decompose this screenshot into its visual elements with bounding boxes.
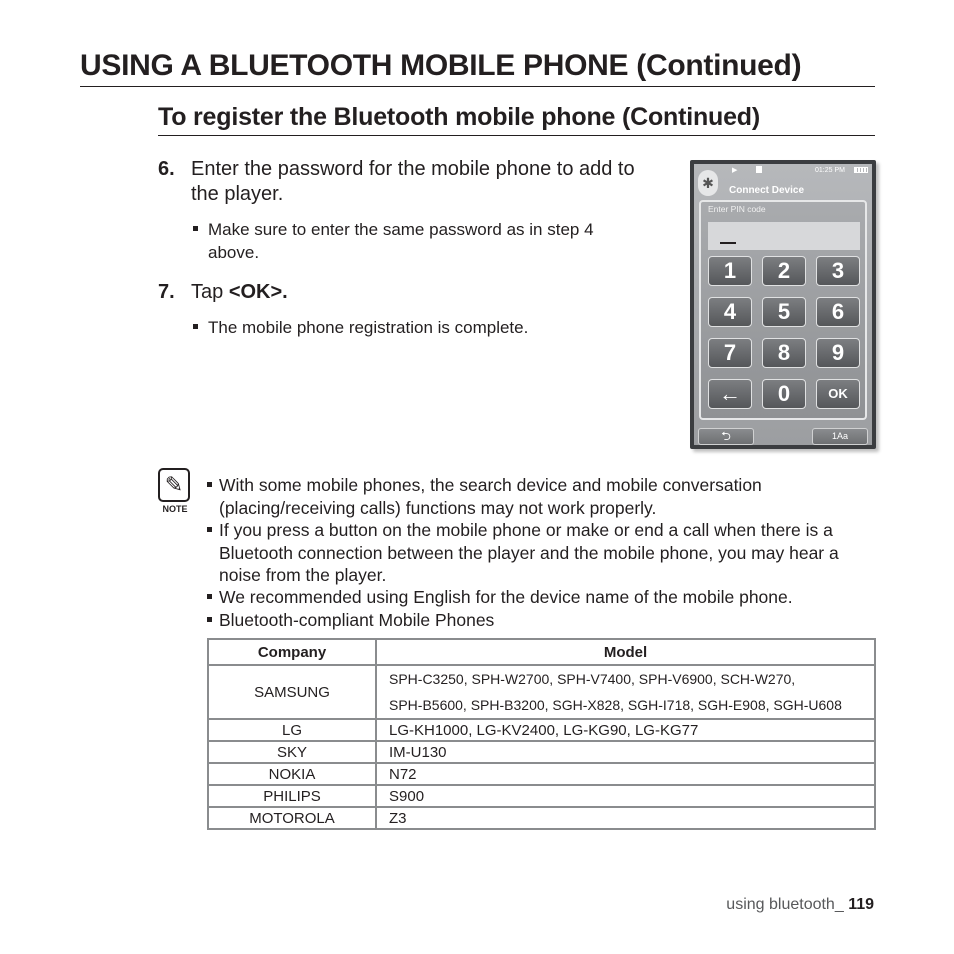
note-bullet-1-text: With some mobile phones, the search device and mobile conversation (placing/receiving calls) functions may not work properly.	[219, 475, 762, 518]
key-5[interactable]: 5	[762, 297, 806, 327]
company-cell: MOTOROLA	[208, 807, 376, 829]
pin-cursor	[720, 242, 736, 244]
key-6[interactable]: 6	[816, 297, 860, 327]
note-bullet-1	[207, 474, 877, 519]
device-screenshot	[690, 160, 876, 449]
step-7-bullet	[193, 316, 643, 339]
company-cell: SAMSUNG	[208, 665, 376, 719]
note-bullet-3	[207, 586, 877, 609]
table-row	[208, 741, 875, 763]
screen-title: Connect Device	[729, 185, 805, 196]
company-cell: PHILIPS	[208, 785, 376, 807]
model-cell: Z3	[376, 807, 875, 829]
key-7[interactable]: 7	[708, 338, 752, 368]
status-bar	[694, 164, 872, 178]
step-7-text-ok: <OK>.	[228, 281, 288, 303]
step-7-text	[191, 280, 641, 305]
table-row	[208, 665, 875, 719]
key-4[interactable]: 4	[708, 297, 752, 327]
step-6-bullet	[193, 218, 643, 264]
play-icon: ▶	[732, 167, 738, 174]
note-icon: ✎	[158, 468, 190, 502]
section-title: To register the Bluetooth mobile phone (Continued)	[158, 103, 760, 131]
bullet-marker	[207, 617, 212, 622]
ok-button[interactable]: OK	[816, 379, 860, 409]
column-header-company: Company	[208, 639, 376, 665]
column-header-model: Model	[376, 639, 875, 665]
key-3[interactable]: 3	[816, 256, 860, 286]
step-7-bullet-text: The mobile phone registration is complete.	[208, 318, 529, 337]
title-divider	[80, 86, 875, 87]
model-cell: LG-KH1000, LG-KV2400, LG-KG90, LG-KG77	[376, 719, 875, 741]
bullet-marker	[207, 594, 212, 599]
model-cell: IM-U130	[376, 741, 875, 763]
battery-icon	[854, 167, 868, 173]
key-9[interactable]: 9	[816, 338, 860, 368]
page-number: 119	[848, 896, 874, 913]
table-row	[208, 807, 875, 829]
key-0[interactable]: 0	[762, 379, 806, 409]
note-bullet-4-text: Bluetooth-compliant Mobile Phones	[219, 610, 495, 630]
model-line: SPH-B5600, SPH-B3200, SGH-X828, SGH-I718, SGH-E908, SGH-U608	[389, 697, 842, 713]
device-screen	[694, 164, 872, 445]
step-7-text-prefix: Tap	[191, 281, 229, 303]
note-label: NOTE	[162, 504, 188, 514]
step-7-number: 7.	[158, 281, 175, 303]
table-row	[208, 719, 875, 741]
bullet-marker	[193, 324, 198, 329]
footer-section: using bluetooth_	[726, 896, 844, 913]
table-row	[208, 785, 875, 807]
bluetooth-status-icon	[756, 166, 762, 173]
back-button[interactable]: ⮌	[698, 428, 754, 445]
note-bullet-3-text: We recommended using English for the device name of the mobile phone.	[219, 587, 793, 607]
company-cell: NOKIA	[208, 763, 376, 785]
clock-text: 01:25 PM	[815, 167, 845, 174]
model-cell: S900	[376, 785, 875, 807]
step-6-text: Enter the password for the mobile phone to add to the player.	[191, 158, 635, 205]
compliant-phones-table	[207, 638, 876, 830]
company-cell: LG	[208, 719, 376, 741]
pin-label: Enter PIN code	[708, 204, 766, 214]
note-bullet-4	[207, 609, 877, 632]
company-cell: SKY	[208, 741, 376, 763]
model-cell	[376, 665, 875, 719]
model-cell: N72	[376, 763, 875, 785]
table-row	[208, 763, 875, 785]
bluetooth-icon: ✱	[698, 170, 718, 196]
bullet-marker	[207, 482, 212, 487]
key-1[interactable]: 1	[708, 256, 752, 286]
page-footer	[726, 896, 874, 914]
input-mode-button[interactable]: 1Aa	[812, 428, 868, 445]
pin-input[interactable]	[708, 222, 860, 250]
key-2[interactable]: 2	[762, 256, 806, 286]
backspace-key[interactable]: ←	[708, 379, 752, 409]
bullet-marker	[207, 527, 212, 532]
bullet-marker	[193, 226, 198, 231]
device-bottom-bar	[694, 426, 872, 445]
note-bullet-2	[207, 519, 877, 587]
section-divider	[158, 135, 875, 136]
note-bullet-2-text: If you press a button on the mobile phone or make or end a call when there is a Bluetooth connection between the player and the mobile phone, you may hear a noise from the player.	[219, 520, 839, 585]
page-title: USING A BLUETOOTH MOBILE PHONE (Continued)	[80, 49, 802, 82]
key-8[interactable]: 8	[762, 338, 806, 368]
step-6-bullet-text: Make sure to enter the same password as in step 4 above.	[208, 220, 594, 262]
table-header-row	[208, 639, 875, 665]
model-line: SPH-C3250, SPH-W2700, SPH-V7400, SPH-V6900, SCH-W270,	[389, 671, 796, 687]
step-6-number: 6.	[158, 158, 175, 180]
